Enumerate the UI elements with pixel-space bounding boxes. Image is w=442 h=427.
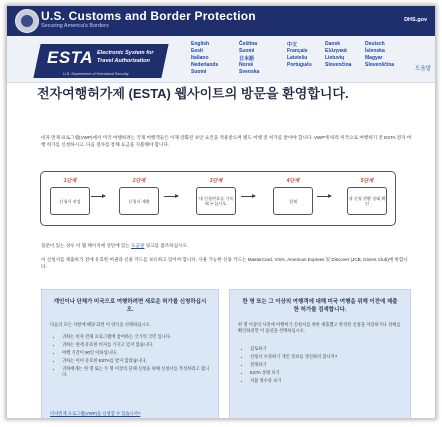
lang-link[interactable]: Slovenčina bbox=[325, 62, 352, 68]
application-steps bbox=[40, 171, 396, 226]
lang-link[interactable]: Čeština bbox=[239, 41, 258, 47]
lang-link[interactable]: Nederlands bbox=[191, 62, 219, 68]
step-box: 신청서 작성 bbox=[50, 187, 90, 215]
existing-application-intro: 한 명 이상의 사전에 여행허가 신청서를 위한 제출했고 완성된 신청을 저장하거나 상태를 확인하려면 이 옵션을 선택하십시오. bbox=[238, 322, 401, 333]
esta-logo-department: U.S. Department of Homeland Security bbox=[63, 72, 129, 76]
arrow-right-icon bbox=[241, 196, 255, 197]
help-note bbox=[41, 242, 413, 249]
existing-application-panel bbox=[229, 289, 411, 418]
new-application-panel bbox=[41, 289, 219, 418]
list-item: • 검토하기 bbox=[250, 346, 404, 352]
lang-link[interactable]: English bbox=[191, 41, 210, 47]
arrow-right-icon bbox=[164, 196, 178, 197]
list-item: • ESTA 상태 보기 bbox=[250, 370, 404, 376]
lang-link[interactable]: Slovenščina bbox=[365, 62, 395, 68]
esta-logo-tagline-1: Electronic System for bbox=[97, 50, 154, 56]
lang-link[interactable]: 日本語 bbox=[239, 56, 255, 62]
vwp-eligibility-link[interactable]: 비자면제 프로그램(VWP)을 신청할 수 있습니까? bbox=[50, 411, 141, 416]
help-link[interactable]: 도움말 bbox=[131, 243, 145, 248]
list-item: • 여행 기간이 90일 이하입니다. bbox=[62, 350, 212, 356]
agency-title[interactable]: U.S. Customs and Border Protection bbox=[41, 9, 256, 23]
lang-link[interactable]: Ελληνικά bbox=[325, 48, 347, 54]
lang-link[interactable]: Eesti bbox=[191, 48, 203, 54]
arrow-right-icon bbox=[91, 196, 105, 197]
step-box: 결제 bbox=[273, 187, 313, 215]
step-label: 4단계 bbox=[286, 178, 300, 184]
lang-link[interactable]: Svenska bbox=[239, 69, 260, 75]
intro-paragraph: 비자 면제 프로그램(VWP)에서 미국 여행하려는 국제 여행객들은 이제 강화된 보안 요건을 적용받으며 별도 여행 전 허가를 받아야 합니다. VWP에 따라 미국으로 여행하기 전 ESTA 전자 여행 허가를 신청하시고, 다음 절차를 통해 요금을 지불해야 합니다. bbox=[41, 135, 412, 147]
cbp-seal-icon[interactable] bbox=[15, 9, 39, 33]
list-item: • 지불 영수증 보기 bbox=[250, 378, 404, 384]
lang-link[interactable]: Latviešu bbox=[287, 55, 308, 61]
step-box: 내 신청 현황 상태 확인 bbox=[347, 187, 387, 215]
agency-subtitle: Securing America's Borders bbox=[41, 23, 109, 29]
new-application-conditions bbox=[50, 334, 212, 380]
help-note-text: 질문이 있는 경우 이 웹 페이지에 상단에 있는 bbox=[41, 243, 132, 248]
page-title: 전자여행허가제 (ESTA) 웹사이트의 방문을 환영합니다. bbox=[37, 86, 349, 101]
list-item: • 귀하는 현재 유효한 비자를 가지고 있지 않습니다. bbox=[62, 342, 212, 348]
new-application-title[interactable]: 개인이나 단체가 미국으로 여행하려면 새로운 허가를 신청하십시오. bbox=[53, 299, 207, 313]
list-item: • 귀하에게는 한 명 또는 두 명 이상의 단체 신청을 위해 신청서를 작성하려고 합니다. bbox=[62, 366, 212, 378]
help-note-text-end: 링크를 참조하십시오. bbox=[144, 243, 189, 248]
lang-link[interactable]: Lietuvių bbox=[325, 55, 345, 61]
list-item: • 귀하는 비자 면제 프로그램에 참여하는 국가의 국민 입니다. bbox=[62, 334, 212, 340]
existing-application-actions bbox=[238, 346, 404, 386]
arrow-right-icon bbox=[317, 196, 331, 197]
lang-link[interactable]: Suomi bbox=[239, 48, 255, 54]
step-box: 신청서 제출 bbox=[119, 187, 159, 215]
help-link-side[interactable]: 도움말 bbox=[415, 66, 431, 72]
lang-link[interactable]: Français bbox=[287, 48, 308, 54]
lang-link[interactable]: Dansk bbox=[325, 41, 341, 47]
list-item: • 결제하기 bbox=[250, 362, 404, 368]
list-item: • 신청서 수정하기 개인 정보를 갱신하려 합니까? bbox=[250, 354, 404, 360]
step-label: 2단계 bbox=[132, 178, 146, 184]
payment-note: 이 신청서를 제출하기 전에 유효한 여권과 신용 카드를 보유하고 있어야 합니다. 사용 가능한 신용 카드는 MasterCard, VISA, American Express 및 Discover (JCB, Diners Club)에 한합니다. bbox=[41, 257, 408, 269]
list-item: • 귀하는 이미 유효한 ESTA를 받지 않았습니다. bbox=[62, 358, 212, 364]
step-box: 내 신청번호를 기록해 두십시오. bbox=[196, 187, 236, 215]
step-label: 5단계 bbox=[360, 178, 374, 184]
lang-link[interactable]: Italiano bbox=[191, 55, 209, 61]
esta-logo-word: ESTA bbox=[47, 48, 94, 67]
dhs-link[interactable]: DHS.gov bbox=[404, 17, 427, 23]
lang-link[interactable]: Suomi bbox=[191, 69, 207, 75]
lang-link[interactable]: Íslenska bbox=[365, 48, 385, 54]
step-label: 3단계 bbox=[209, 178, 223, 184]
lang-link[interactable]: Magyar bbox=[365, 55, 383, 61]
esta-logo-tagline-2: Travel Authorization bbox=[97, 58, 150, 64]
lang-link[interactable]: 中文 bbox=[287, 42, 298, 48]
existing-application-title[interactable]: 한 명 또는 그 이상의 여행객에 대해 미국 여행을 위해 이전에 제출한 허가를 검색합니다. bbox=[242, 299, 398, 313]
step-label: 1단계 bbox=[63, 178, 77, 184]
lang-link[interactable]: Deutsch bbox=[365, 41, 385, 47]
lang-link[interactable]: Norsk bbox=[239, 62, 254, 68]
lang-link[interactable]: Português bbox=[287, 62, 312, 68]
browser-page bbox=[7, 6, 435, 418]
cbp-header-bar bbox=[7, 6, 435, 36]
new-application-intro: 다음의 모든 사항에 해당 되면 이 양식을 선택하십시오. bbox=[50, 322, 151, 327]
